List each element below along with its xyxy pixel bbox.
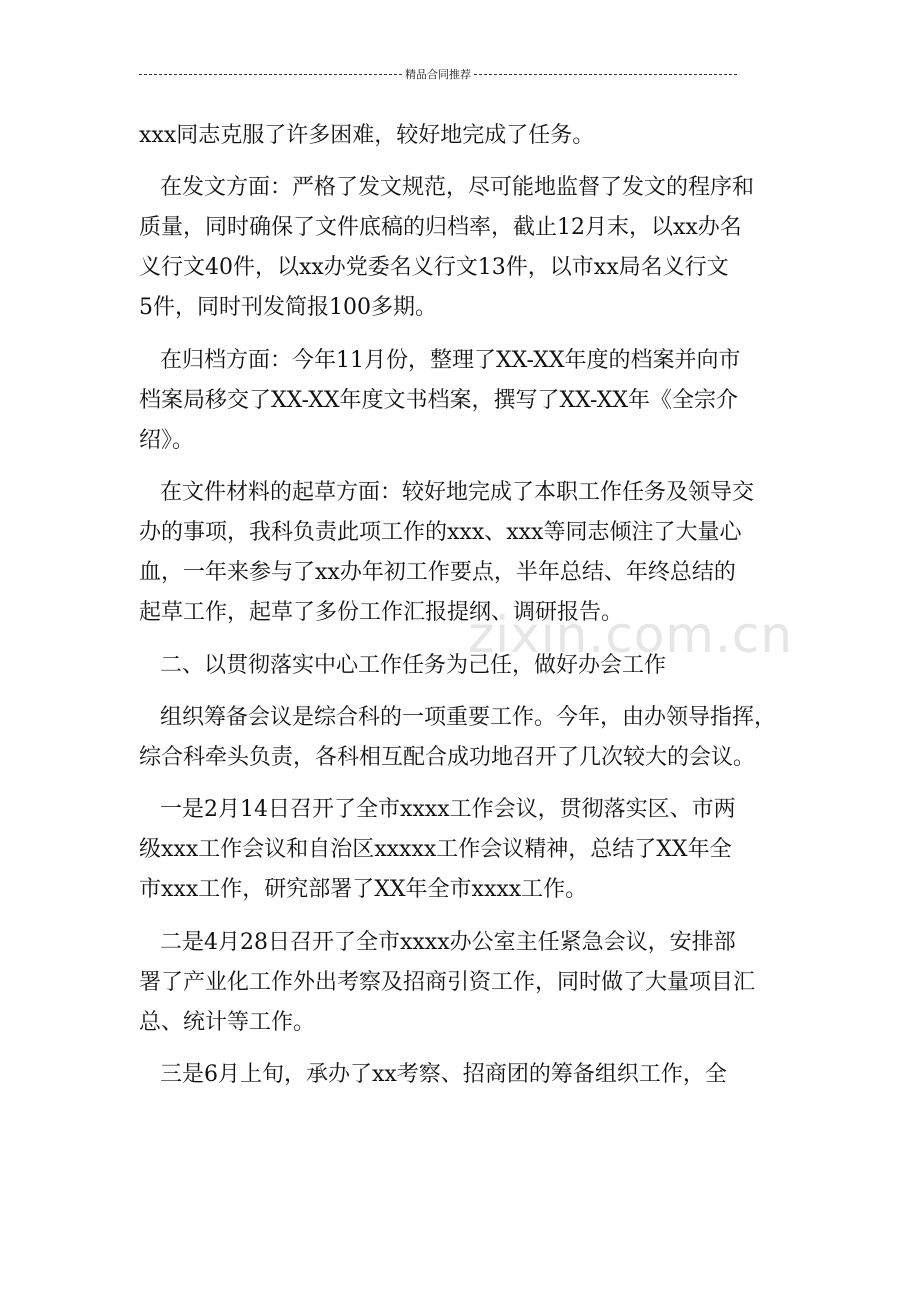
header-label: 精品合同推荐	[405, 68, 471, 81]
paragraph-first-line: 一是2月14日召开了全市xxxx工作会议，贯彻落实区、市两	[160, 797, 736, 823]
header-rule-right	[474, 74, 737, 75]
watermark: zixin.com.cn	[468, 606, 794, 664]
text-line: 起草工作，起草了多份工作汇报提纲、调研报告。	[139, 600, 624, 626]
text-line: 质量，同时确保了文件底稿的归档率，截止12月末，以xx办名	[139, 215, 742, 241]
text-line: 总、统计等工作。	[139, 1009, 316, 1035]
paragraph-first-line: 三是6月上旬，承办了xx考察、招商团的筹备组织工作，全	[160, 1062, 727, 1088]
document-body	[139, 116, 783, 1095]
text-line: 署了产业化工作外出考察及招商引资工作，同时做了大量项目汇	[139, 969, 756, 995]
paragraph-first-line: 二是4月28日召开了全市xxxx办公室主任紧急会议，安排部	[160, 929, 736, 955]
text-line: 综合科牵头负责，各科相互配合成功地召开了几次较大的会议。	[139, 744, 756, 770]
section-heading: 二、以贯彻落实中心工作任务为己任，做好办会工作	[160, 652, 667, 678]
text-line: 档案局移交了XX-XX年度文书档案，撰写了XX-XX年《全宗介	[139, 387, 739, 413]
text-line: 5件，同时刊发简报100多期。	[139, 295, 437, 321]
header-rule-left	[139, 74, 402, 75]
paragraph-first-line: 在文件材料的起草方面：较好地完成了本职工作任务及领导交	[160, 480, 755, 506]
paragraph-first-line: 在归档方面：今年11月份，整理了XX-XX年度的档案并向市	[160, 347, 741, 373]
text-line: 义行文40件，以xx办党委名义行文13件，以市xx局名义行文	[139, 255, 729, 281]
text-line: 市xxx工作，研究部署了XX年全市xxxx工作。	[139, 877, 588, 903]
text-line: 绍》。	[139, 427, 195, 453]
text-line: 级xxx工作会议和自治区xxxxx工作会议精神，总结了XX年全	[139, 837, 732, 863]
text-line: xxx同志克服了许多困难，较好地完成了任务。	[139, 123, 595, 148]
text-line: 办的事项，我科负责此项工作的xxx、xxx等同志倾注了大量心	[139, 520, 742, 546]
page-header	[139, 66, 737, 82]
paragraph-first-line: 在发文方面：严格了发文规范，尽可能地监督了发文的程序和	[160, 175, 755, 201]
text-line: 血，一年来参与了xx办年初工作要点，半年总结、年终总结的	[139, 560, 736, 586]
paragraph-first-line: 组织筹备会议是综合科的一项重要工作。今年，由办领导指挥，	[160, 704, 777, 730]
